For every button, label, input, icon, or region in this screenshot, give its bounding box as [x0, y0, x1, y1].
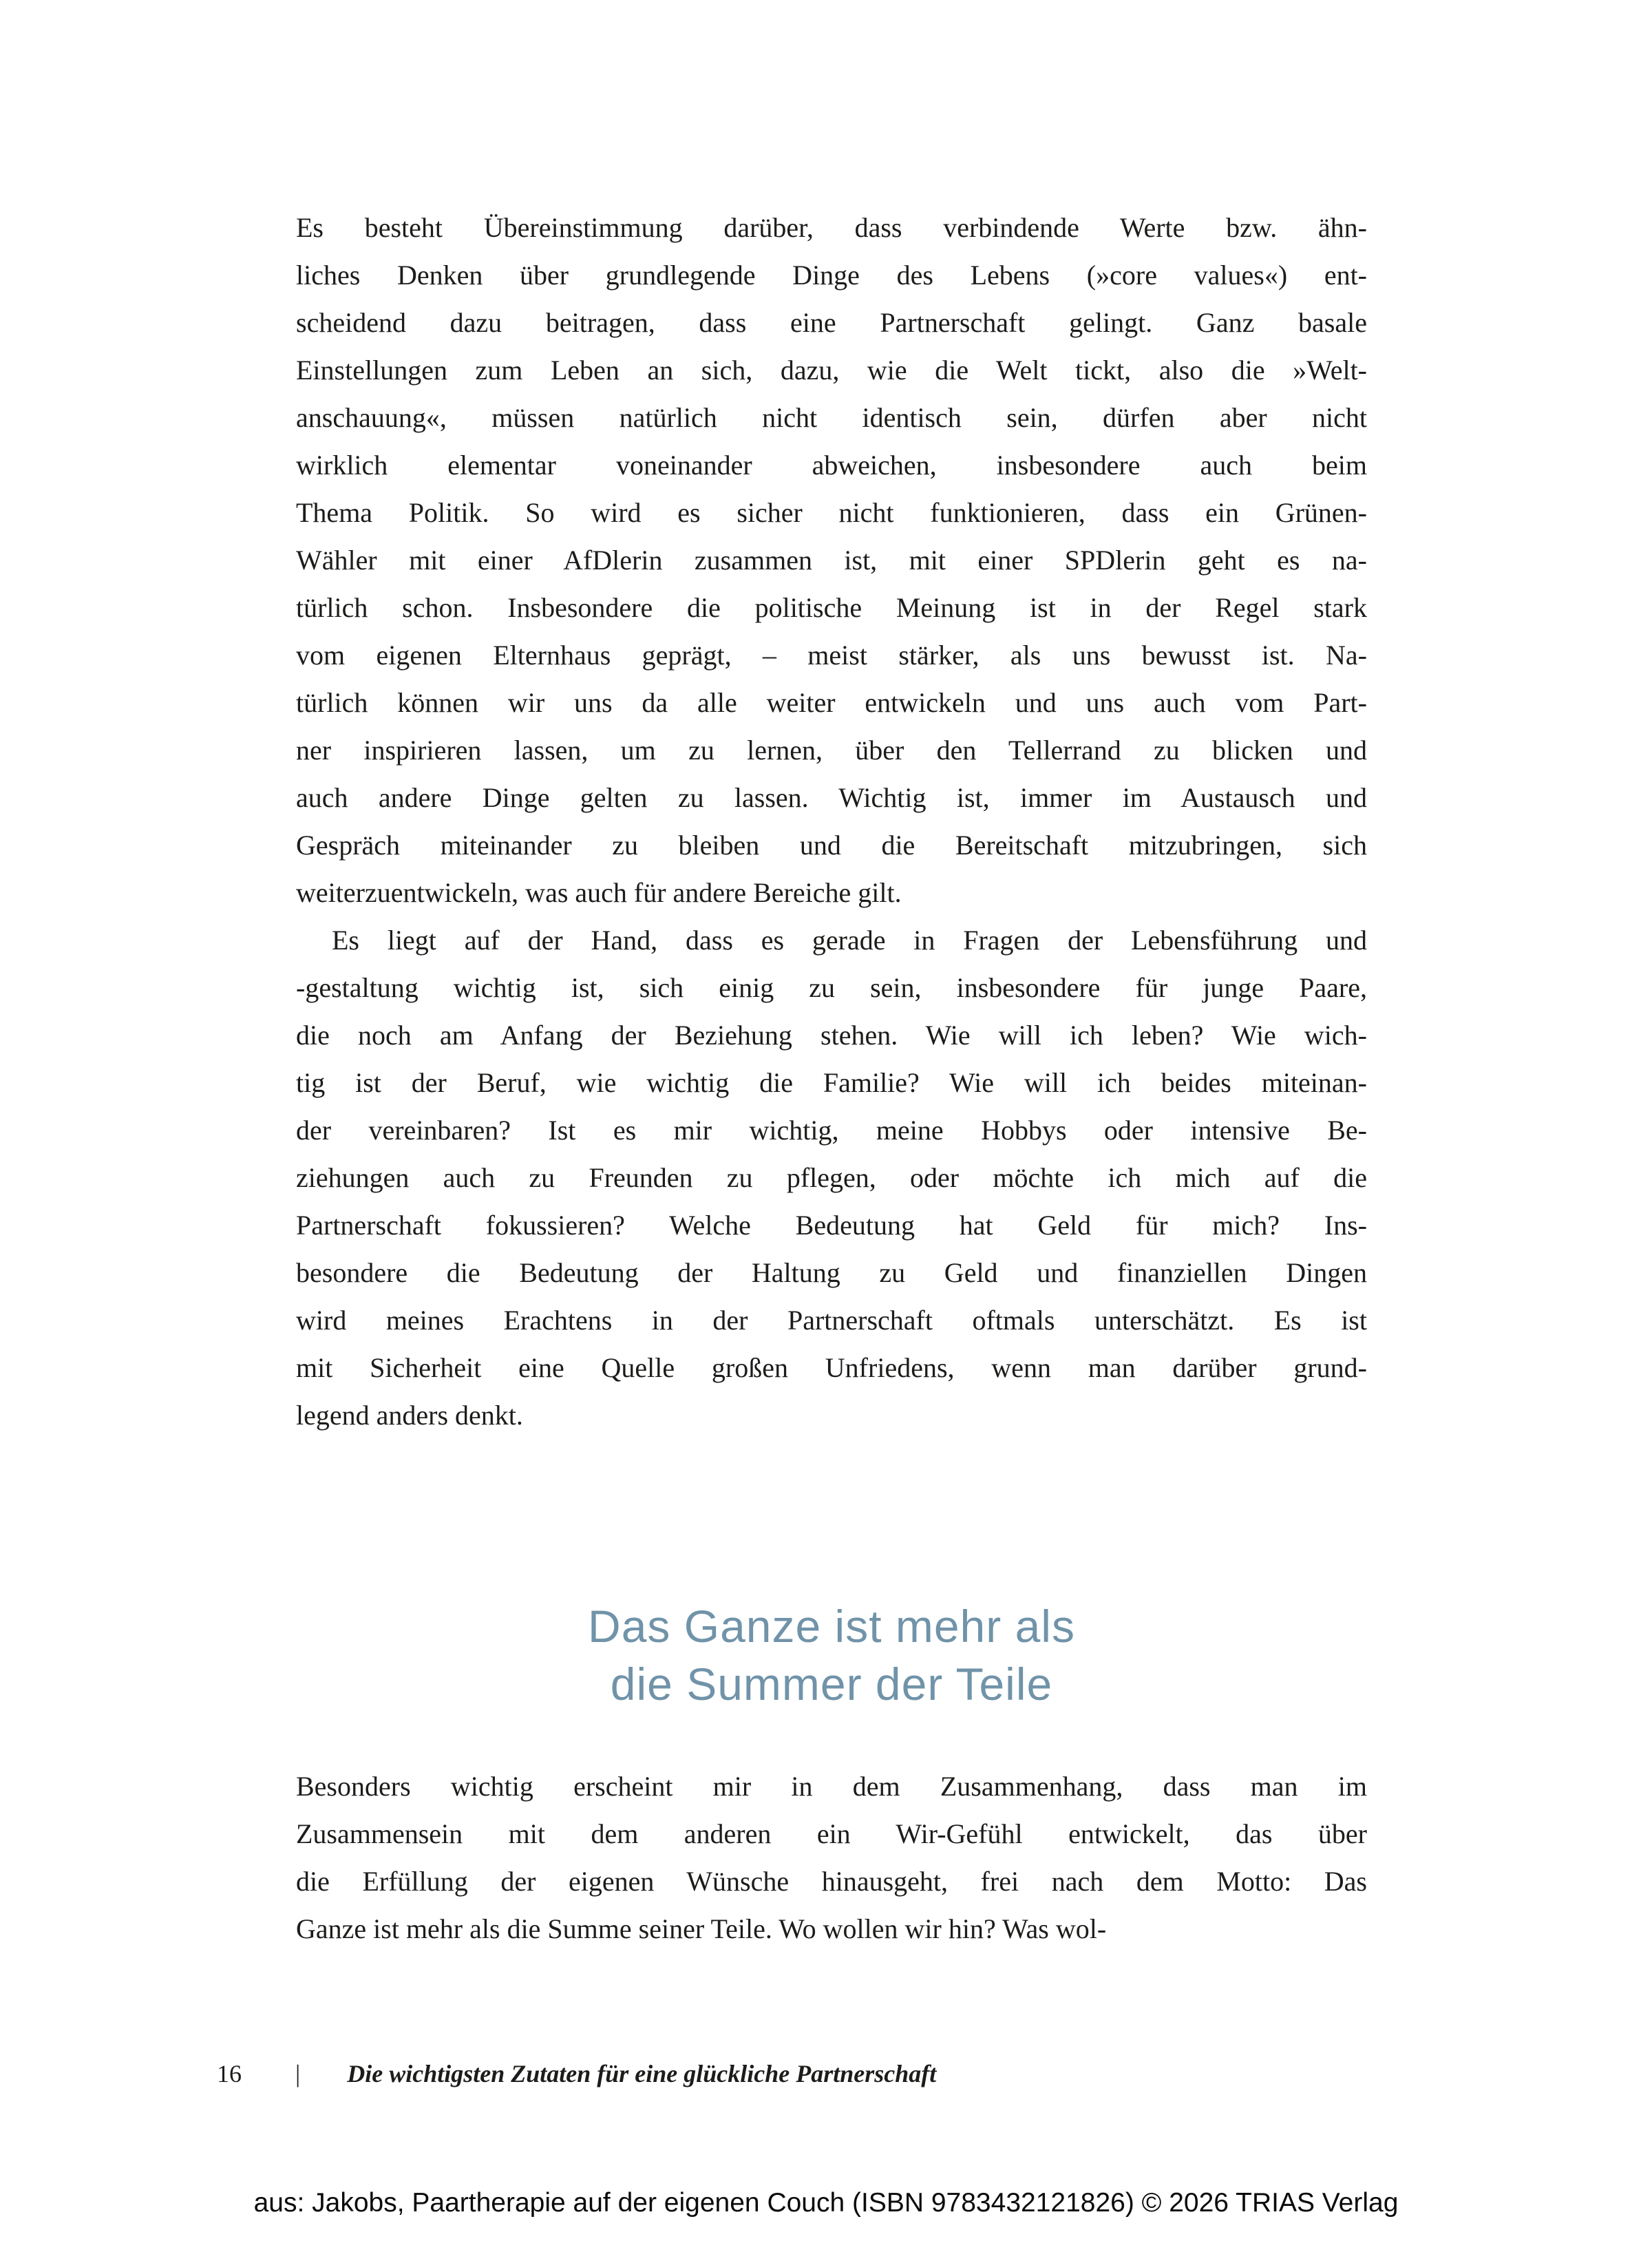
text-line: liches Denken über grundlegende Dinge des Lebens (»core values«) ent- — [296, 260, 1367, 291]
text-line: Zusammensein mit dem anderen ein Wir-Gefühl entwickelt, das über — [296, 1818, 1367, 1849]
paragraph — [296, 204, 1367, 916]
body-text-block — [296, 1763, 1367, 1953]
text-line: -gestaltung wichtig ist, sich einig zu sein, insbesondere für junge Paare, — [296, 972, 1367, 1003]
text-line: Ganze ist mehr als die Summe seiner Teile. Wo wollen wir hin? Was wol- — [296, 1913, 1107, 1944]
text-line: legend anders denkt. — [296, 1400, 523, 1431]
text-line: mit Sicherheit eine Quelle großen Unfriedens, wenn man darüber grund- — [296, 1352, 1367, 1383]
text-line: Besonders wichtig erscheint mir in dem Zusammenhang, dass man im — [296, 1771, 1367, 1802]
text-line: wirklich elementar voneinander abweichen, insbesondere auch beim — [296, 450, 1367, 481]
text-line: Thema Politik. So wird es sicher nicht funktionieren, dass ein Grünen- — [296, 497, 1367, 528]
text-line: ner inspirieren lassen, um zu lernen, über den Tellerrand zu blicken und — [296, 735, 1367, 766]
section-heading-line: Das Ganze ist mehr als — [588, 1601, 1075, 1652]
text-line: türlich schon. Insbesondere die politische Meinung ist in der Regel stark — [296, 592, 1367, 623]
text-line: besondere die Bedeutung der Haltung zu Geld und finanziellen Dingen — [296, 1257, 1367, 1288]
section-heading-line: die Summer der Teile — [610, 1659, 1053, 1709]
text-line: Einstellungen zum Leben an sich, dazu, wie die Welt tickt, also die »Welt- — [296, 355, 1367, 386]
text-line: Es besteht Übereinstimmung darüber, dass verbindende Werte bzw. ähn- — [296, 212, 1367, 243]
text-line: Es liegt auf der Hand, dass es gerade in Fragen der Lebensführung und — [332, 925, 1367, 956]
text-column — [296, 204, 1367, 1953]
section-heading — [296, 1597, 1367, 1713]
text-line: vom eigenen Elternhaus geprägt, – meist stärker, als uns bewusst ist. Na- — [296, 640, 1367, 671]
paragraph — [296, 916, 1367, 1439]
text-line: weiterzuentwickeln, was auch für andere Bereiche gilt. — [296, 877, 902, 908]
text-line: auch andere Dinge gelten zu lassen. Wichtig ist, immer im Austausch und — [296, 782, 1367, 813]
text-line: Wähler mit einer AfDlerin zusammen ist, mit einer SPDlerin geht es na- — [296, 545, 1367, 576]
text-line: tig ist der Beruf, wie wichtig die Familie? Wie will ich beides miteinan- — [296, 1067, 1367, 1098]
text-line: der vereinbaren? Ist es mir wichtig, meine Hobbys oder intensive Be- — [296, 1115, 1367, 1146]
text-line: türlich können wir uns da alle weiter entwickeln und uns auch vom Part- — [296, 687, 1367, 718]
page-footer — [217, 2059, 936, 2089]
text-line: anschauung«, müssen natürlich nicht identisch sein, dürfen aber nicht — [296, 402, 1367, 433]
text-line: ziehungen auch zu Freunden zu pflegen, oder möchte ich mich auf die — [296, 1162, 1367, 1193]
text-line: die noch am Anfang der Beziehung stehen. Wie will ich leben? Wie wich- — [296, 1020, 1367, 1051]
text-line: scheidend dazu beitragen, dass eine Partnerschaft gelingt. Ganz basale — [296, 307, 1367, 338]
text-line: die Erfüllung der eigenen Wünsche hinausgeht, frei nach dem Motto: Das — [296, 1866, 1367, 1897]
footer-chapter-title: Die wichtigsten Zutaten für eine glückliche Partnerschaft — [347, 2060, 937, 2087]
page-number: 16 — [217, 2060, 242, 2087]
text-line: Gespräch miteinander zu bleiben und die Bereitschaft mitzubringen, sich — [296, 830, 1367, 861]
publisher-credit-line: aus: Jakobs, Paartherapie auf der eigenen Couch (ISBN 9783432121826) © 2026 TRIAS Verlag — [253, 2188, 1399, 2218]
footer-separator: | — [295, 2060, 301, 2087]
body-text-block — [296, 204, 1367, 1439]
paragraph — [296, 1763, 1367, 1953]
text-line: wird meines Erachtens in der Partnerschaft oftmals unterschätzt. Es ist — [296, 1305, 1367, 1336]
text-line: Partnerschaft fokussieren? Welche Bedeutung hat Geld für mich? Ins- — [296, 1210, 1367, 1241]
